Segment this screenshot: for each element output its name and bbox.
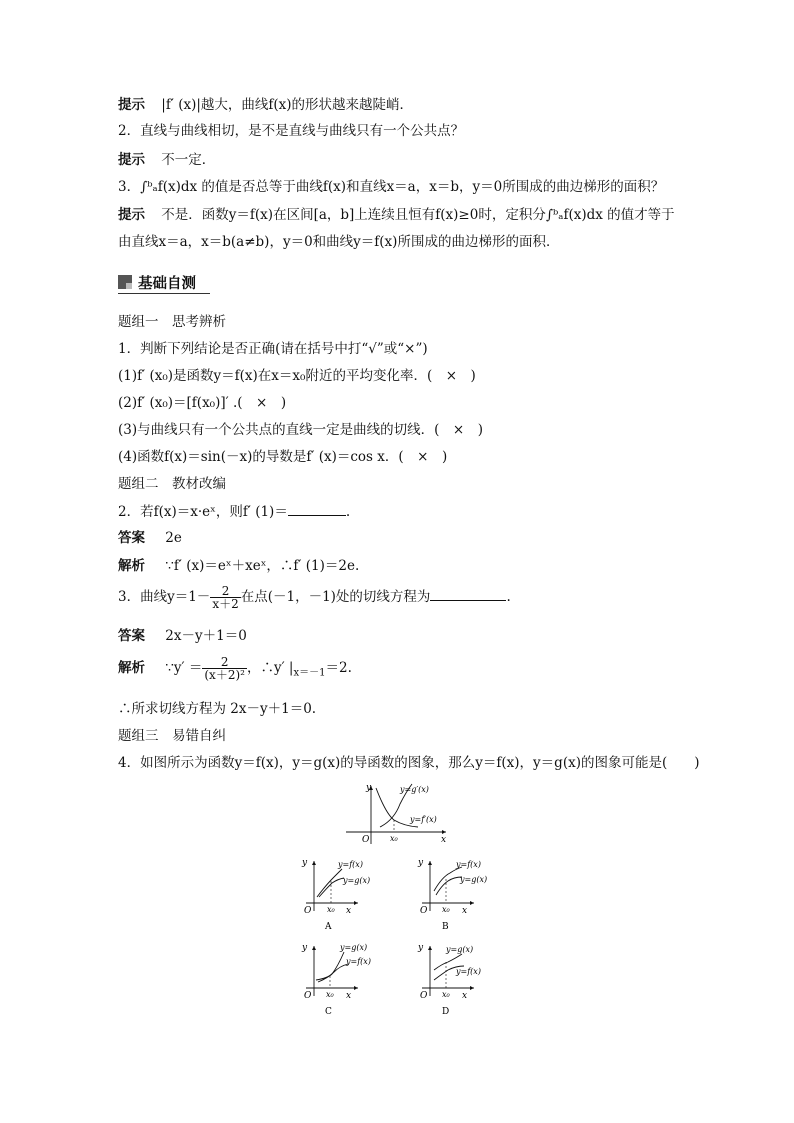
answer-2-label: 答案 [118, 530, 145, 546]
a-g-label: y=g(x) [343, 876, 371, 885]
q3-end: . [506, 589, 511, 605]
c-x-arrow-icon [354, 986, 358, 990]
b-x-arrow-icon [470, 901, 474, 905]
c-origin-label: O [304, 991, 312, 1001]
judgement-item-3: (3)与曲线只有一个公共点的直线一定是曲线的切线．( × ) [118, 422, 483, 438]
solution-3-pre: ∵y′ ＝ [165, 660, 203, 676]
derivative-graph-figure [338, 780, 454, 848]
option-b-label: B [442, 922, 449, 932]
group-2-question-3 [118, 584, 511, 610]
sol3-fraction-denominator: (x＋2)² [204, 668, 245, 682]
a-y-label: y [302, 858, 308, 868]
b-y-arrow-icon [428, 861, 432, 865]
a-origin-label: O [304, 906, 312, 916]
judgement-item-2: (2)f′ (x₀)＝[f(x₀)]′ .( × ) [118, 395, 287, 411]
hint-2 [118, 151, 215, 169]
q2-answer-blank [288, 502, 346, 516]
hint-1-label: 提示 [118, 97, 145, 113]
a-x0-label: x₀ [327, 905, 335, 914]
q3-fraction [210, 585, 240, 610]
question-2-text: 2．直线与曲线相切，是不是直线与曲线只有一个公共点？ [118, 123, 465, 139]
group-2-question-2 [118, 502, 350, 521]
d-origin-label: O [420, 991, 428, 1001]
c-g-label: y=g(x) [340, 943, 368, 952]
solution-2-text: ∵f′ (x)＝eˣ＋xeˣ，∴f′ (1)＝2e. [165, 558, 360, 574]
q3-pre: 3．曲线y＝1－ [118, 589, 211, 605]
q3-post: 在点(－1，－1)处的切线方程为 [240, 589, 431, 605]
a-x-label: x [346, 906, 352, 916]
conclusion-3: ∴所求切线方程为 2x－y＋1＝0. [118, 701, 317, 717]
b-g-label: y=g(x) [460, 875, 488, 884]
solution-3-label: 解析 [118, 660, 145, 676]
section-heading [118, 272, 210, 294]
d-f-label: y=f(x) [456, 967, 481, 976]
section-square-icon [118, 275, 132, 289]
answer-3-value: 2x－y＋1＝0 [165, 628, 247, 644]
hint-3-continuation: 由直线x＝a，x＝b(a≠b)，y＝0和曲线y＝f(x)所围成的曲边梯形的面积． [118, 234, 560, 250]
group-1-title: 题组一 思考辨析 [118, 314, 226, 330]
c-y-arrow-icon [312, 946, 316, 950]
solution-3 [118, 655, 352, 687]
option-c-label: C [325, 1007, 332, 1017]
d-x-label: x [462, 991, 468, 1001]
main-y-label: y [366, 783, 372, 793]
hint-2-label: 提示 [118, 152, 145, 168]
solution-3-end: ＝2. [325, 660, 352, 676]
solution-2 [118, 557, 359, 575]
b-x0-label: x₀ [442, 905, 450, 914]
b-origin-label: O [420, 906, 428, 916]
c-x0-label: x₀ [326, 990, 334, 999]
f-prime-label: y=f′(x) [410, 815, 437, 824]
answer-3 [118, 627, 247, 645]
x-axis-arrow-icon [442, 830, 446, 834]
hint-1-text: |f′ (x)|越大，曲线f(x)的形状越来越陡峭． [161, 97, 414, 113]
a-f-label: y=f(x) [338, 860, 363, 869]
solution-2-label: 解析 [118, 558, 145, 574]
main-x-label: x [441, 835, 447, 845]
option-d-figure [412, 940, 496, 1018]
b-g-curve [436, 877, 462, 895]
judgement-item-4: (4)函数f(x)＝sin(－x)的导数是f′ (x)＝cos x．( × ) [118, 449, 448, 465]
option-a-figure [296, 855, 380, 933]
c-f-label: y=f(x) [346, 957, 371, 966]
g-prime-label: y=g′(x) [400, 785, 429, 794]
a-f-curve [317, 869, 342, 897]
c-x-label: x [346, 991, 352, 1001]
solution-3-subscript: x＝－1 [293, 667, 326, 679]
d-y-label: y [418, 943, 424, 953]
b-x-label: x [462, 906, 468, 916]
hint-3 [118, 206, 675, 224]
judgement-item-1: (1)f′ (x₀)是函数y＝f(x)在x＝x₀附近的平均变化率．( × ) [118, 368, 476, 384]
group-2-title: 题组二 教材改编 [118, 476, 226, 492]
hint-2-text: 不一定． [161, 152, 216, 168]
solution-3-mid: ，∴y′ | [246, 660, 294, 676]
c-y-label: y [302, 943, 308, 953]
main-origin-label: O [362, 835, 370, 845]
section-title: 基础自测 [138, 276, 196, 292]
q3-answer-blank [430, 587, 506, 601]
hint-3-text: 不是．函数y＝f(x)在区间[a，b]上连续且恒有f(x)≥0时，定积分∫ᵇₐf(x)dx 的值才等于 [161, 207, 675, 223]
question-3-text: 3．∫ᵇₐf(x)dx 的值是否总等于曲线f(x)和直线x＝a，x＝b，y＝0所围成的曲边梯形的面积？ [118, 179, 665, 195]
option-c-figure [296, 940, 380, 1018]
d-g-label: y=g(x) [446, 945, 474, 954]
hint-3-label: 提示 [118, 207, 145, 223]
section-underline [118, 293, 210, 294]
sol3-fraction-numerator: 2 [202, 656, 247, 669]
main-x0-label: x₀ [390, 834, 398, 843]
b-f-label: y=f(x) [456, 860, 481, 869]
answer-3-label: 答案 [118, 628, 145, 644]
q3-fraction-numerator: 2 [210, 585, 240, 598]
option-b-figure [412, 855, 496, 933]
q2-end: . [345, 504, 351, 520]
b-f-curve [434, 867, 462, 891]
group-1-question-1: 1．判断下列结论是否正确(请在括号中打“√”或“×”) [118, 341, 428, 357]
a-y-arrow-icon [312, 861, 316, 865]
option-a-label: A [325, 922, 332, 932]
q2-text: 2．若f(x)＝x·eˣ，则f′ (1)＝ [118, 504, 288, 520]
group-3-title: 题组三 易错自纠 [118, 728, 226, 744]
sol3-fraction [202, 656, 247, 681]
answer-2-value: 2e [165, 530, 182, 546]
a-x-arrow-icon [354, 901, 358, 905]
group-3-question-4: 4．如图所示为函数y＝f(x)，y＝g(x)的导函数的图象，那么y＝f(x)，y＝g(x)的图象可能是( ) [118, 755, 700, 771]
c-f-curve [318, 964, 348, 982]
option-d-label: D [442, 1007, 450, 1017]
d-y-arrow-icon [428, 946, 432, 950]
a-g-curve [319, 878, 344, 897]
d-x0-label: x₀ [442, 990, 450, 999]
d-x-arrow-icon [470, 986, 474, 990]
hint-1 [118, 96, 413, 114]
b-y-label: y [418, 858, 424, 868]
q3-fraction-denominator: x＋2 [212, 597, 239, 611]
answer-2 [118, 529, 182, 547]
